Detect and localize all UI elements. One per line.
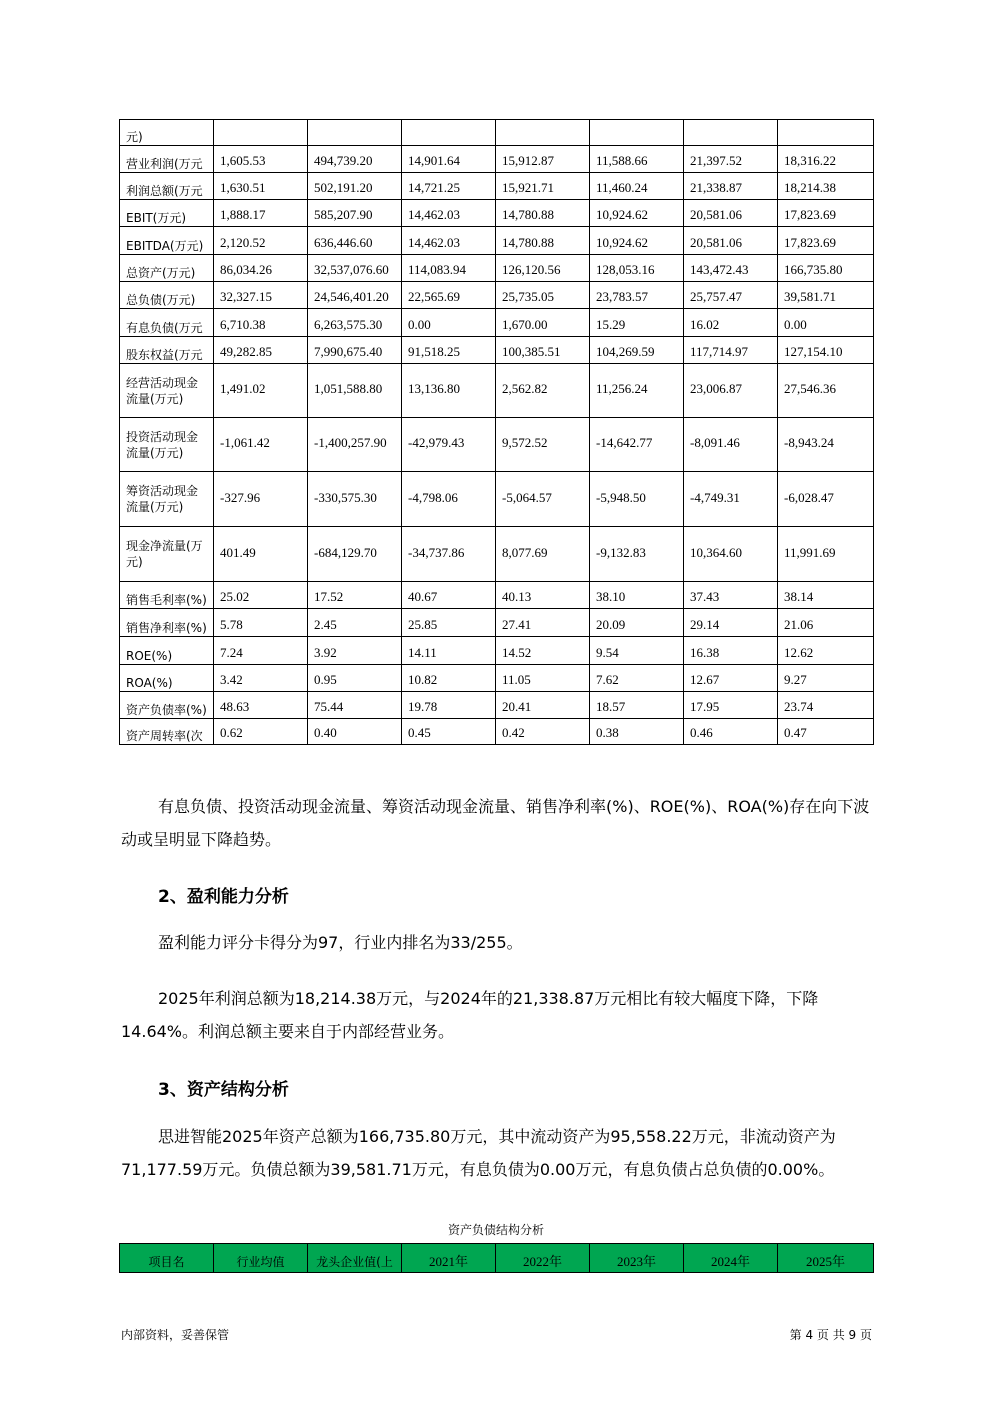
profitability-score-paragraph: 盈利能力评分卡得分为97，行业内排名为33/255。 [158,933,523,952]
value-cell: 0.40 [308,719,402,745]
value-cell: 9.54 [590,637,684,665]
value-cell: 14,901.64 [402,146,496,173]
table-row [120,692,874,719]
table-row [120,200,874,227]
table-row [120,637,874,665]
value-cell: 6,263,575.30 [308,309,402,337]
value-cell: 7,990,675.40 [308,337,402,364]
value-cell: 29.14 [684,609,778,637]
value-cell: 12.67 [684,665,778,692]
table-row [120,173,874,200]
value-cell: -330,575.30 [308,472,402,527]
profit-change-paragraph: 2025年利润总额为18,214.38万元，与2024年的21,338.87万元相比有较大幅度下降，下降14.64%。利润总额主要来自于内部经营业务。 [121,989,819,1041]
value-cell: 0.62 [214,719,308,745]
value-cell [496,120,590,146]
value-cell: 10,924.62 [590,227,684,255]
value-cell: 1,491.02 [214,364,308,418]
value-cell: 18.57 [590,692,684,719]
row-label: 有息负债(万元 [120,309,214,337]
value-cell: 0.95 [308,665,402,692]
value-cell: 166,735.80 [778,255,874,282]
value-cell: 38.14 [778,582,874,609]
value-cell: -684,129.70 [308,527,402,582]
value-cell: 401.49 [214,527,308,582]
header-cell-2023: 2023年 [590,1244,684,1273]
value-cell: 3.42 [214,665,308,692]
table-row [120,665,874,692]
table-row [120,120,874,146]
value-cell [308,120,402,146]
row-label: 利润总额(万元 [120,173,214,200]
value-cell: 1,630.51 [214,173,308,200]
value-cell: 11,588.66 [590,146,684,173]
value-cell: 14,721.25 [402,173,496,200]
balance-structure-header-row [120,1244,874,1273]
balance-structure-caption: 资产负债结构分析 [447,1223,544,1237]
value-cell: -8,091.46 [684,418,778,472]
value-cell: 20,581.06 [684,200,778,227]
value-cell: -6,028.47 [778,472,874,527]
value-cell: 40.13 [496,582,590,609]
value-cell: 15,912.87 [496,146,590,173]
table-row [120,227,874,255]
balance-structure-table [119,1243,874,1273]
table-row [120,418,874,472]
value-cell: 502,191.20 [308,173,402,200]
value-cell: 21,338.87 [684,173,778,200]
value-cell: 0.38 [590,719,684,745]
row-label: ROA(%) [120,665,214,692]
value-cell: 10,364.60 [684,527,778,582]
row-label: 资产周转率(次 [120,719,214,745]
trend-paragraph: 有息负债、投资活动现金流量、筹资活动现金流量、销售净利率(%)、ROE(%)、ROA(%)存在向下波动或呈明显下降趋势。 [121,797,870,849]
section-heading-asset-structure: 3、资产结构分析 [158,1080,289,1100]
value-cell: -5,064.57 [496,472,590,527]
header-cell-2021: 2021年 [402,1244,496,1273]
value-cell: 0.00 [402,309,496,337]
value-cell: 38.10 [590,582,684,609]
value-cell: 7.24 [214,637,308,665]
value-cell: 14,462.03 [402,227,496,255]
value-cell: 5.78 [214,609,308,637]
table-row [120,364,874,418]
table-row [120,282,874,309]
row-label: 总负债(万元) [120,282,214,309]
value-cell: 143,472.43 [684,255,778,282]
header-cell-2022: 2022年 [496,1244,590,1273]
value-cell: 21.06 [778,609,874,637]
header-cell-item: 项目名 [120,1244,214,1273]
value-cell: 100,385.51 [496,337,590,364]
value-cell: 10,924.62 [590,200,684,227]
value-cell: 1,888.17 [214,200,308,227]
value-cell: 7.62 [590,665,684,692]
row-label: 销售毛利率(%) [120,582,214,609]
value-cell: 14,780.88 [496,200,590,227]
row-label: 元) [120,120,214,146]
table-row [120,146,874,173]
row-label: EBITDA(万元) [120,227,214,255]
value-cell: -9,132.83 [590,527,684,582]
value-cell: 11,460.24 [590,173,684,200]
table-row [120,309,874,337]
value-cell: 25.85 [402,609,496,637]
row-label: 投资活动现金流量(万元) [120,418,214,472]
table-row [120,582,874,609]
value-cell: 636,446.60 [308,227,402,255]
value-cell: 15.29 [590,309,684,337]
value-cell: 585,207.90 [308,200,402,227]
value-cell: 23,783.57 [590,282,684,309]
value-cell: 11,256.24 [590,364,684,418]
value-cell: 14.52 [496,637,590,665]
value-cell: 127,154.10 [778,337,874,364]
row-label: 销售净利率(%) [120,609,214,637]
value-cell: 128,053.16 [590,255,684,282]
value-cell: 1,605.53 [214,146,308,173]
value-cell: 494,739.20 [308,146,402,173]
value-cell: 37.43 [684,582,778,609]
value-cell: 14,462.03 [402,200,496,227]
value-cell: 16.38 [684,637,778,665]
value-cell: 27.41 [496,609,590,637]
value-cell: -42,979.43 [402,418,496,472]
value-cell: 23,006.87 [684,364,778,418]
value-cell [214,120,308,146]
value-cell: 18,214.38 [778,173,874,200]
value-cell: 25.02 [214,582,308,609]
value-cell: 11.05 [496,665,590,692]
value-cell: 20.41 [496,692,590,719]
row-label: 营业利润(万元 [120,146,214,173]
financial-indicator-table [119,119,874,745]
value-cell: 0.45 [402,719,496,745]
value-cell: 32,537,076.60 [308,255,402,282]
header-cell-leader-value: 龙头企业值(上 [308,1244,402,1273]
value-cell [684,120,778,146]
value-cell: 14,780.88 [496,227,590,255]
row-label: 经营活动现金流量(万元) [120,364,214,418]
value-cell: -5,948.50 [590,472,684,527]
value-cell: 25,735.05 [496,282,590,309]
value-cell: 14.11 [402,637,496,665]
row-label: EBIT(万元) [120,200,214,227]
value-cell: 1,051,588.80 [308,364,402,418]
value-cell: 49,282.85 [214,337,308,364]
value-cell: 25,757.47 [684,282,778,309]
value-cell: 126,120.56 [496,255,590,282]
value-cell: 16.02 [684,309,778,337]
value-cell: 0.00 [778,309,874,337]
value-cell: 48.63 [214,692,308,719]
value-cell: 0.47 [778,719,874,745]
value-cell: 17.95 [684,692,778,719]
value-cell: 23.74 [778,692,874,719]
value-cell: 17,823.69 [778,227,874,255]
table-row [120,527,874,582]
value-cell: 117,714.97 [684,337,778,364]
value-cell: -1,061.42 [214,418,308,472]
value-cell: 0.42 [496,719,590,745]
row-label: 现金净流量(万元) [120,527,214,582]
value-cell: 39,581.71 [778,282,874,309]
value-cell: 86,034.26 [214,255,308,282]
value-cell: 104,269.59 [590,337,684,364]
table-row [120,337,874,364]
value-cell: 75.44 [308,692,402,719]
value-cell: 8,077.69 [496,527,590,582]
value-cell: 27,546.36 [778,364,874,418]
value-cell [778,120,874,146]
header-cell-industry-avg: 行业均值 [214,1244,308,1273]
row-label: 总资产(万元) [120,255,214,282]
value-cell: 20,581.06 [684,227,778,255]
value-cell: 20.09 [590,609,684,637]
value-cell: 12.62 [778,637,874,665]
value-cell: -4,749.31 [684,472,778,527]
row-label: 股东权益(万元 [120,337,214,364]
value-cell: 17,823.69 [778,200,874,227]
value-cell: 11,991.69 [778,527,874,582]
value-cell: 6,710.38 [214,309,308,337]
value-cell: 32,327.15 [214,282,308,309]
value-cell: 18,316.22 [778,146,874,173]
value-cell: 24,546,401.20 [308,282,402,309]
row-label: 资产负债率(%) [120,692,214,719]
value-cell: 2.45 [308,609,402,637]
row-label: 筹资活动现金流量(万元) [120,472,214,527]
value-cell: 9,572.52 [496,418,590,472]
value-cell: 91,518.25 [402,337,496,364]
value-cell: 2,562.82 [496,364,590,418]
value-cell: 13,136.80 [402,364,496,418]
value-cell: 9.27 [778,665,874,692]
table-row [120,255,874,282]
header-cell-2025: 2025年 [778,1244,874,1273]
value-cell: 10.82 [402,665,496,692]
value-cell: -8,943.24 [778,418,874,472]
value-cell: 40.67 [402,582,496,609]
value-cell: -1,400,257.90 [308,418,402,472]
table-row [120,609,874,637]
value-cell: 22,565.69 [402,282,496,309]
value-cell: 1,670.00 [496,309,590,337]
section-heading-profitability: 2、盈利能力分析 [158,887,289,907]
value-cell: 15,921.71 [496,173,590,200]
footer-confidential-note: 内部资料，妥善保管 [121,1328,230,1342]
value-cell: -4,798.06 [402,472,496,527]
value-cell: 0.46 [684,719,778,745]
table-row [120,719,874,745]
header-cell-2024: 2024年 [684,1244,778,1273]
value-cell: -14,642.77 [590,418,684,472]
value-cell [402,120,496,146]
value-cell: 21,397.52 [684,146,778,173]
row-label: ROE(%) [120,637,214,665]
value-cell: 17.52 [308,582,402,609]
value-cell: -327.96 [214,472,308,527]
value-cell: -34,737.86 [402,527,496,582]
value-cell: 3.92 [308,637,402,665]
footer-page-number: 第 4 页 共 9 页 [789,1328,872,1342]
value-cell: 114,083.94 [402,255,496,282]
value-cell: 2,120.52 [214,227,308,255]
value-cell [590,120,684,146]
table-row [120,472,874,527]
asset-structure-paragraph: 思进智能2025年资产总额为166,735.80万元，其中流动资产为95,558.22万元，非流动资产为71,177.59万元。负债总额为39,581.71万元，有息负债为0.00万元，有息负债占总负债的0.00%。 [121,1127,836,1179]
value-cell: 19.78 [402,692,496,719]
